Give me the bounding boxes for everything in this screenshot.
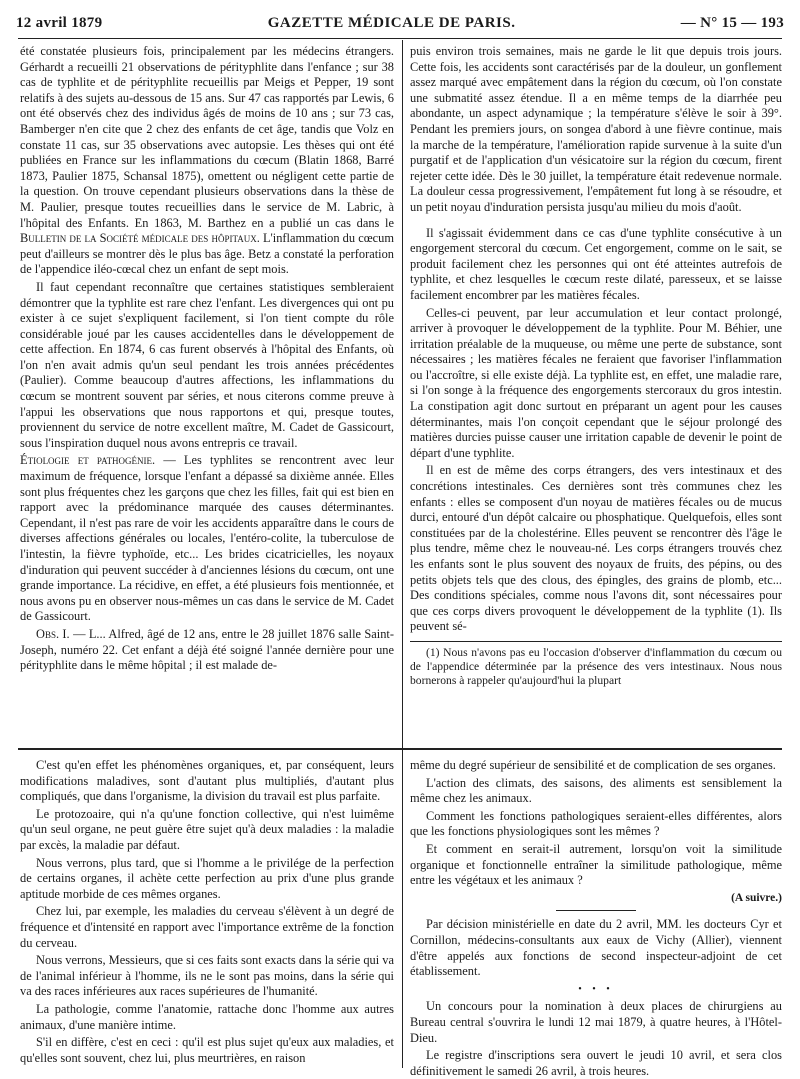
paragraph: Par décision ministérielle en date du 2 avril, MM. les docteurs Cyr et Cornillon, médecins-consultants aux eaux de Vichy (Allier), viennent d'être appelés aux fonctions de second inspecteur-adjoint de cet établissement. xyxy=(410,917,782,979)
footnote-rule xyxy=(410,641,782,642)
page-header xyxy=(16,10,784,36)
paragraph: Le protozoaire, qui n'a qu'une fonction collective, qui n'est luimême qu'un seul organe, ne peut guère être sujet qu'à deux maladies : la maladie par excès, la maladie par défaut. xyxy=(20,806,394,852)
issue-page-number: — N° 15 — 193 xyxy=(680,14,784,31)
paragraph: C'est qu'en effet les phénomènes organiques, et, par conséquent, leurs modifications maladives, sont d'autant plus multipliés, d'autant plus compliqués, que dans l'organisme, la division du travail est plus parfaite. xyxy=(20,758,394,804)
bottom-right-column xyxy=(410,758,782,1078)
paragraph: Et comment en serait-il autrement, lorsqu'on voit la similitude organique et fonctionnelle entraîner la similitude pathologique, même entre les végétaux et les animaux ? xyxy=(410,841,782,888)
bottom-left-column xyxy=(20,758,394,1068)
paragraph: puis environ trois semaines, mais ne garde le lit que depuis trois jours. Cette fois, les accidents sont caractérisés par de la douleur, un gonflement assez marqué avec empâtement dans la région du cœcum, où l'on constate une submatité assez étendue. Il a en même temps de la diarrhée peu abondante, un aspect adynamique ; la température s'élève le soir à 39°. Pendant les premiers jours, on songea d'abord à une fièvre continue, mais la marche de la température, l'amélioration rapide survenue à la suite d'un purgatif et de l'application d'un vésicatoire sur la région du cœcum, firent rejeter cette idée. Dès le 30 juillet, la température était redevenue normale. La douleur cessa progressivement, l'empâtement fut long à se résoudre, et un petit noyau d'induration persista jusqu'au milieu du mois d'août. xyxy=(410,44,782,214)
separator-rule xyxy=(556,910,636,911)
column-divider xyxy=(402,40,403,772)
section-rule xyxy=(18,748,782,750)
paragraph: Nous verrons, Messieurs, que si ces faits sont exacts dans la série qui va de l'animal inférieur à l'homme, ils ne le sont pas moins, dans la série qui va des races inférieures aux races supérieures de l'humanité. xyxy=(20,953,394,999)
paragraph: Étiologie et pathogénie. — Les typhlites se rencontrent avec leur maximum de fréquence, lorsque l'enfant a dépassé sa dixième année. Elles sont plus fréquentes chez les garçons que chez les filles, fait qui est bien en rapport avec la prédominance marquée des causes déterminantes. Cependant, il n'est pas rare de voir les accidents apparaître dans le cours de diverses affections générales ou locales, l'entéro-colite, la tuberculose de l'intestin, la fièvre typhoïde, etc... Les brides cicatricielles, les noyaux d'induration qui peuvent succéder à d'anciennes lésions du cœcum, ont une grande importance. La récidive, en effet, a été plusieurs fois mentionnée, et nous avons pu en observer nous-mêmes un cas dans le service de M. Cadet de Gassicourt. xyxy=(20,453,394,624)
paragraph: Il faut cependant reconnaître que certaines statistiques sembleraient démontrer que la typhlite est rare chez l'enfant. Les divergences qui ont pu exister à ce sujet s'expliquent facilement, si l'on tient compte du rôle considérable joué par les causes accidentelles dans le développement de cette affection. En 1874, 6 cas furent observés à l'hôpital des Enfants, où l'on n'en avait admis qu'un seul pendant les trois années précédentes (Paulier). Comme beaucoup d'autres affections, les inflammations du cœcum se montrent souvent par séries, et nous citerons comme preuve à l'appui les observations que nous rapportons et qui, presque toutes, proviennent du service de notre excellent maître, M. Cadet de Gassicourt, sous l'inspiration duquel nous avons entrepris ce travail. xyxy=(20,279,394,450)
spacer xyxy=(410,218,782,226)
paragraph: Il s'agissait évidemment dans ce cas d'une typhlite consécutive à un engorgement stercoral du cœcum. Cet engorgement, comme on le sait, se produit facilement chez les personnes qui ont été atteintes autrefois de typhlite, et chez lesquelles le cœcum reste dilaté, paresseux, et se laisse facilement encombrer par les matières fécales. xyxy=(410,225,782,302)
header-rule xyxy=(18,38,782,39)
paragraph: La pathologie, comme l'anatomie, rattache donc l'homme aux autres animaux, d'une manière intime. xyxy=(20,1001,394,1032)
header-date: 12 avril 1879 xyxy=(16,14,103,31)
paragraph: Le registre d'inscriptions sera ouvert le jeudi 10 avril, et sera clos définitivement le samedi 26 avril, à trois heures. xyxy=(410,1048,782,1078)
paragraph: Chez lui, par exemple, les maladies du cerveau s'élèvent à un degré de fréquence et d'intensité en rapport avec l'importance extrême de la fonction du cerveau. xyxy=(20,904,394,950)
paragraph: Nous verrons, plus tard, que si l'homme a le privilége de la perfection de certains organes, il achète cette perfection au prix d'une plus grande aptitude morbide de ces mêmes organes. xyxy=(20,855,394,901)
paragraph: Il en est de même des corps étrangers, des vers intestinaux et des concrétions intestinales. Ces dernières sont très communes chez les enfants : elles se composent d'un noyau de matières fécales ou de mucus durci, entouré d'un dépôt calcaire ou phosphatique. Quelquefois, elles sont constituées par de la cholestérine. Elles peuvent se rencontrer dès l'âge le plus tendre, même chez le nouveau-né. Les corps étrangers trouvés chez les enfants sont le plus souvent des noyaux de fruits, des pépins, ou des petits objets tels que des clous, des épingles, des grains de plomb, etc... Des conditions spéciales, comme nous l'avons dit, sont nécessaires pour que ces corps divers provoquent le développement de la typhlite (1). Ils peuvent sé- xyxy=(410,463,782,634)
paragraph: été constatée plusieurs fois, principalement par les médecins étrangers. Gérhardt a recueilli 21 observations de pérityphlite dans l'enfance ; sur 38 cas de typhlite et de pérityphlite recueillis par Meigs et Pepper, 19 sont relatifs à des sujets au-dessous de 15 ans. Sur 47 cas rapportés par Lewis, 6 ont été observés chez des individus âgés de moins de 10 ans ; sur 73 cas, Bamberger n'en cite que 2 chez des enfants de cet âge, tandis que Volz en constate 11 cas, sur 35 observations avec autopsie. Les thèses qui ont été publiées en France sur les inflammations du cœcum (Blatin 1868, Barré 1873, Paulier 1875, Schansal 1875), omettent ou négligent cette partie de la question. On trouve cependant plusieurs observations dans la thèse de M. Paulier, presque toutes recueillies dans le service de M. Labric, à l'hôpital des Enfants. En 1863, M. Barthez en a publié un cas dans le Bulletin de la Société médicale des hôpitaux. L'inflammation du cœcum peut d'ailleurs se montrer dès le plus bas âge. Betz a constaté la perforation de l'appendice iléo-cœcal chez un enfant de sept mois. xyxy=(20,44,394,277)
right-column xyxy=(410,44,782,772)
paragraph: Obs. I. — L... Alfred, âgé de 12 ans, entre le 28 juillet 1876 salle Saint-Joseph, numéro 22. Cet enfant a déjà été soigné l'année dernière pour une pérityphlite dans le même hôpital ; il est malade de- xyxy=(20,626,394,673)
journal-title: GAZETTE MÉDICALE DE PARIS. xyxy=(267,14,516,31)
paragraph: L'action des climats, des saisons, des aliments est sensiblement la même chez les animaux. xyxy=(410,775,782,806)
dots-separator: • • • xyxy=(578,983,614,995)
paragraph: Comment les fonctions pathologiques seraient-elles différentes, alors que les fonctions physiologiques sont les mêmes ? xyxy=(410,808,782,839)
left-column xyxy=(20,44,394,772)
footnote: (1) Nous n'avons pas eu l'occasion d'observer d'inflammation du cœcum ou de l'appendice déterminée par la présence des vers intestinaux. Nous nous bornerons à rappeler qu'aujourd'hui la plupart xyxy=(410,645,782,687)
paragraph: Un concours pour la nomination à deux places de chirurgiens au Bureau central s'ouvrira le lundi 12 mai 1879, à quatre heures, à l'Hôtel-Dieu. xyxy=(410,999,782,1045)
column-divider xyxy=(402,752,403,1068)
to-be-continued: (A suivre.) xyxy=(731,891,782,904)
paragraph: S'il en diffère, c'est en ceci : qu'il est plus sujet qu'eux aux maladies, et qu'elles sont souvent, chez lui, plus meurtrières, en raison xyxy=(20,1035,394,1065)
paragraph: même du degré supérieur de sensibilité et de complication de ses organes. xyxy=(410,758,776,772)
paragraph: Celles-ci peuvent, par leur accumulation et leur contact prolongé, arriver à provoquer le développement de la typhlite. Pour M. Béhier, une irritation préalable de la muqueuse, ou même une perte de substance, sont nécessaires ; les matières fécales ne feraient que favoriser l'inflammation ou l'accroître, si elle existe déjà. La typhlite est, en effet, une maladie rare, si l'on songe à la fréquence des engorgements stercoraux du gros intestin. La constipation agit donc surtout en préparant un agent pour les causes déterminantes, mais l'on conçoit cependant que le séjour prolongé des matières durcies puisse causer une irritation capable de devenir le point de départ d'une typhlite. xyxy=(410,305,782,460)
